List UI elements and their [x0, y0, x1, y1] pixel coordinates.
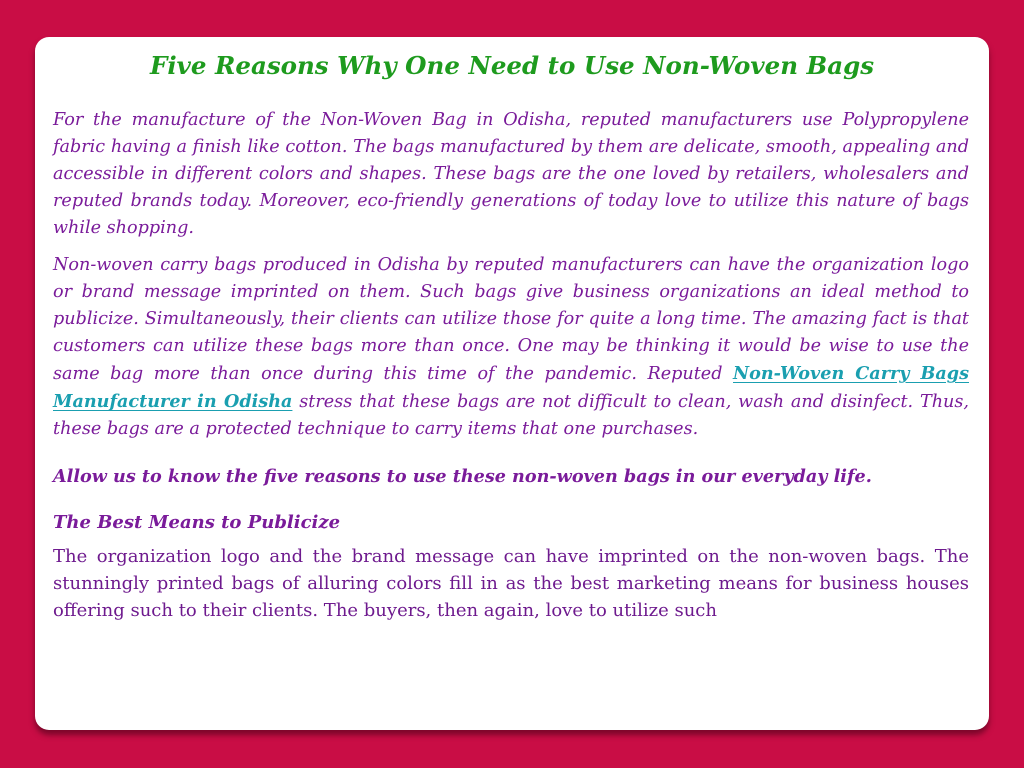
document-title: Five Reasons Why One Need to Use Non-Woven Bags [149, 51, 875, 80]
paragraph-text-after-link: stress that these bags are not difficult to clean, wash and disinfect. Thus, these bags are a protected technique to carry items that one purchases. [53, 392, 969, 439]
publicize-paragraph: The organization logo and the brand message can have imprinted on the non-woven bags. The stunningly printed bags of alluring colors fill in as the best marketing means for business houses offering such to their clients. The buyers, then again, love to utilize such [53, 546, 969, 621]
section-heading: The Best Means to Publicize [53, 512, 341, 533]
manufacturer-link[interactable]: Non-Woven Carry Bags Manufacturer in Odisha [53, 363, 969, 412]
intro-paragraph: For the manufacture of the Non-Woven Bag in Odisha, reputed manufacturers use Polypropylene fabric having a finish like cotton. The bags manufactured by them are delicate, smooth, appealing and accessible in different colors and shapes. These bags are the one loved by retailers, wholesalers and reputed brands today. Moreover, eco-friendly generations of today love to utilize this nature of bags while shopping. [53, 110, 969, 238]
slide-card [35, 37, 989, 730]
paragraph-text-before-link: Non-woven carry bags produced in Odisha by reputed manufacturers can have the organization logo or brand message imprinted on them. Such bags give business organizations an ideal method to publicize. Simultaneously, their clients can utilize those for quite a long time. The amazing fact is that customers can utilize these bags more than once. One may be thinking it would be wise to use the same bag more than once during this time of the pandemic. Reputed [53, 255, 969, 384]
carry-bags-paragraph [53, 252, 969, 443]
five-reasons-intro: Allow us to know the five reasons to use these non-woven bags in our everyday life. [53, 466, 872, 487]
document-body [53, 107, 969, 624]
